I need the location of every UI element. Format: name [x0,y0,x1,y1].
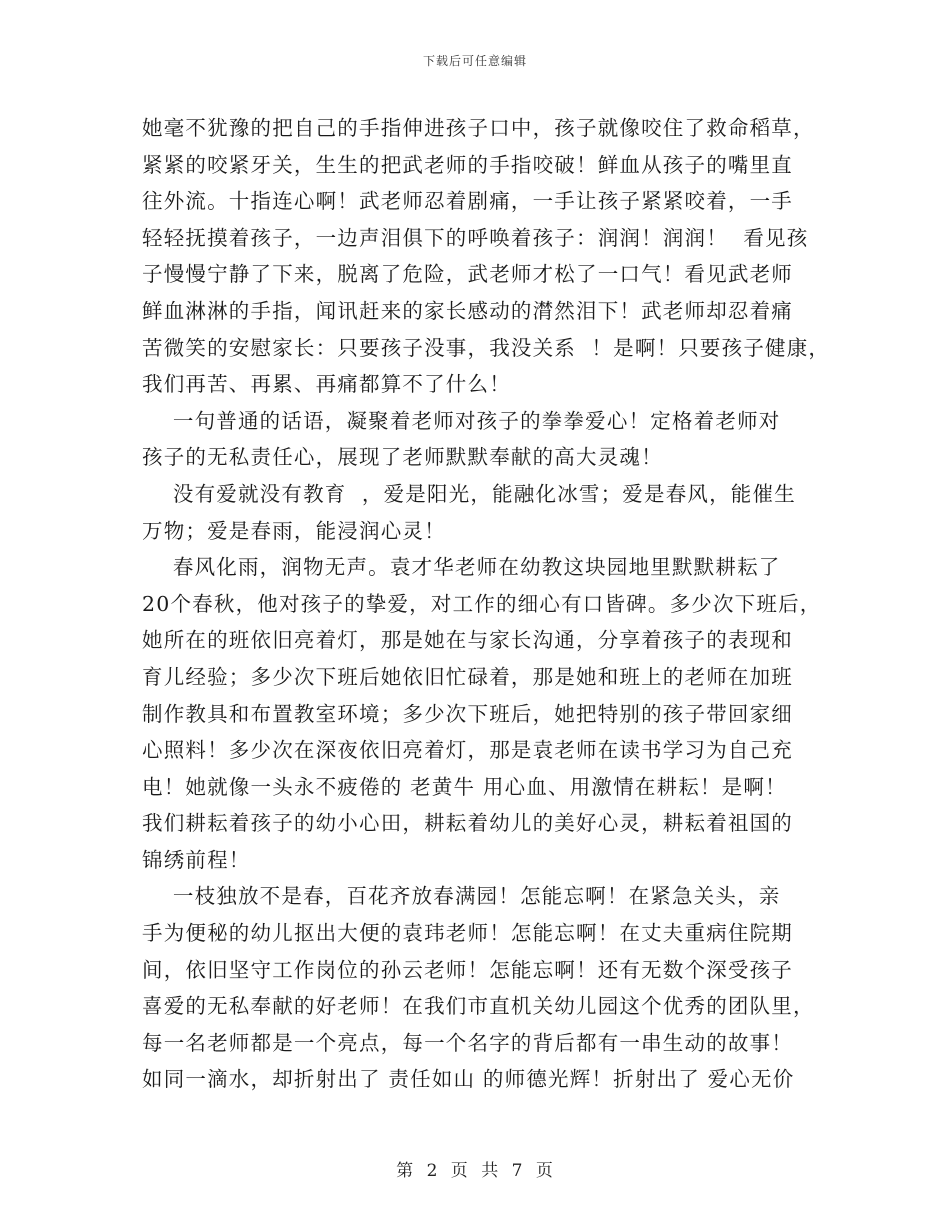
body-text [142,110,831,1098]
text-line: 孩子的无私责任心，展现了老师默默奉献的高大灵魂！ [142,445,663,470]
text-line: 春风化雨，润物无声。袁才华老师在幼教这块园地里默默耕耘了 [142,555,781,580]
page-header: 下载后可任意编辑 [422,54,527,68]
text-line: 往外流。十指连心啊！武老师忍着剧痛，一手让孩子紧紧咬着，一手 [142,189,793,214]
text-line: 她所在的班依旧亮着灯，那是她在与家长沟通，分享着孩子的表现和 [142,628,793,653]
text-line: 她毫不犹豫的把自己的手指伸进孩子口中，孩子就像咬住了救命稻草， [142,116,815,140]
text-line: 轻轻抚摸着孩子，一边声泪俱下的呼唤着孩子：润润！润润！ 看见孩 [142,225,809,250]
page-number: 第 2 页 共 7 页 [396,1161,554,1181]
text-line: 制作教具和布置教室环境；多少次下班后，她把特别的孩子带回家细 [142,701,793,726]
text-line: 子慢慢宁静了下来，脱离了危险，武老师才松了一口气！看见武老师 [142,262,793,287]
text-line: 每一名老师都是一个亮点，每一个名字的背后都有一串生动的故事！ [142,1030,793,1055]
text-line: 如同一滴水，却折射出了 责任如山 的师德光辉！折射出了 爱心无价 [142,1067,795,1092]
text-line: 20个春秋，他对孩子的挚爱，对工作的细心有口皆碑。多少次下班后， [142,591,822,616]
text-line: 苦微笑的安慰家长：只要孩子没事，我没关系 ！是啊！只要孩子健康， [142,335,831,360]
text-line: 喜爱的无私奉献的好老师！在我们市直机关幼儿园这个优秀的团队里， [142,994,815,1019]
text-line: 锦绣前程！ [142,847,251,872]
text-line: 我们再苦、再累、再痛都算不了什么！ [142,372,511,397]
text-line: 没有爱就没有教育 ，爱是阳光，能融化冰雪；爱是春风，能催生 [142,481,796,506]
text-line: 一句普通的话语，凝聚着老师对孩子的拳拳爱心！定格着老师对 [142,408,781,433]
text-line: 紧紧的咬紧牙关，生生的把武老师的手指咬破！鲜血从孩子的嘴里直 [142,152,793,177]
text-line: 手为便秘的幼儿抠出大便的袁玮老师！怎能忘啊！在丈夫重病住院期 [142,921,793,946]
text-line: 一枝独放不是春，百花齐放春满园！怎能忘啊！在紧急关头，亲 [142,884,781,909]
text-line: 间，依旧坚守工作岗位的孙云老师！怎能忘啊！还有无数个深受孩子 [142,957,793,982]
text-line: 电！她就像一头永不疲倦的 老黄牛 用心血、用激情在耕耘！是啊！ [142,774,787,799]
text-line: 心照料！多少次在深夜依旧亮着灯，那是袁老师在读书学习为自己充 [142,738,793,763]
text-line: 万物；爱是春雨，能浸润心灵！ [142,518,446,543]
text-line: 我们耕耘着孩子的幼小心田，耕耘着幼儿的美好心灵，耕耘着祖国的 [142,811,793,836]
text-line: 育儿经验；多少次下班后她依旧忙碌着，那是她和班上的老师在加班 [142,664,793,689]
text-line: 鲜血淋淋的手指，闻讯赶来的家长感动的潸然泪下！武老师却忍着痛 [142,298,793,323]
